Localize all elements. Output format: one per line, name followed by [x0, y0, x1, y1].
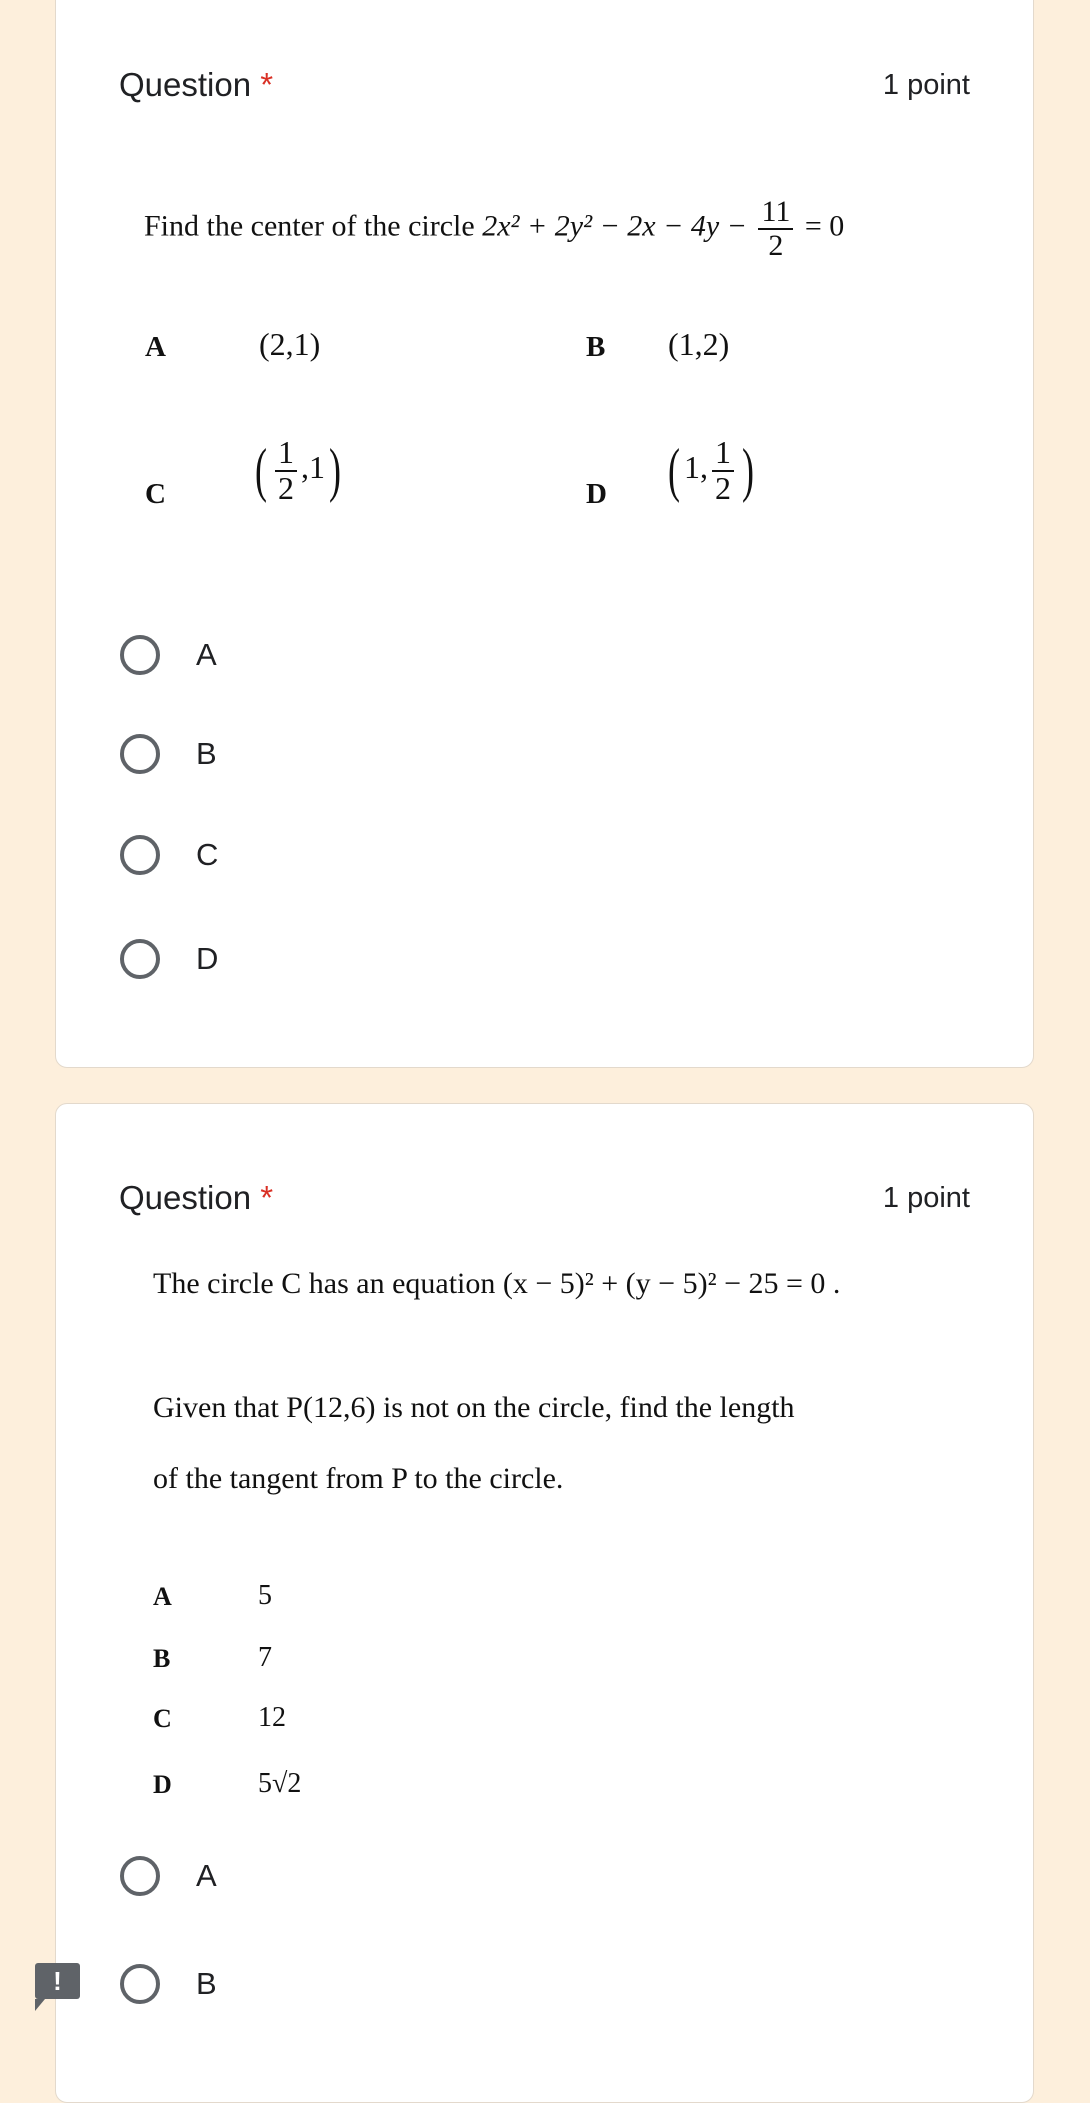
option-value-b: 7 — [258, 1642, 272, 1673]
question-title: Question * — [119, 1179, 274, 1216]
alert-badge-icon[interactable]: ! — [35, 1963, 80, 1999]
option-letter-b: B — [586, 331, 606, 363]
question-text: Find the center of the circle 2x² + 2y² − 2x − 4y − $\frac{11}{2}$ = 0 — [144, 195, 845, 262]
question-card-2 — [55, 1103, 1034, 2103]
radio-circle[interactable] — [120, 1856, 160, 1896]
option-letter-a: A — [145, 331, 166, 363]
option-value-a: 5 — [258, 1580, 272, 1611]
option-value-c: ( $\frac{1}{2}$ ,1) — [254, 434, 341, 506]
required-mark: * — [260, 1179, 274, 1216]
option-value-d: ( 1, $\frac{1}{2}$ ) — [667, 434, 754, 506]
radio-circle[interactable] — [120, 635, 160, 675]
option-letter-c: C — [145, 478, 166, 510]
question-text-line-3: of the tangent from P to the circle. — [153, 1462, 564, 1495]
option-letter-d: D — [153, 1770, 172, 1799]
option-value-b: (1,2) — [668, 326, 730, 362]
fraction: $\frac{11}{2}$ — [758, 196, 793, 261]
radio-circle[interactable] — [120, 734, 160, 774]
option-letter-c: C — [153, 1704, 172, 1733]
option-letter-d: D — [586, 478, 607, 510]
question-points: 1 point — [882, 69, 970, 101]
radio-choice-d[interactable]: D — [120, 939, 218, 979]
radio-choice-b[interactable]: B — [120, 1964, 217, 2004]
question-card-1 — [55, 0, 1034, 1068]
required-mark: * — [260, 66, 274, 103]
question-text-line-2: Given that P(12,6) is not on the circle, find the length — [153, 1391, 795, 1424]
radio-circle[interactable] — [120, 835, 160, 875]
radio-choice-a[interactable]: A — [120, 1856, 217, 1896]
radio-choice-c[interactable]: C — [120, 835, 218, 875]
radio-choice-a[interactable]: A — [120, 635, 217, 675]
radio-choice-b[interactable]: B — [120, 734, 217, 774]
option-value-c: 12 — [258, 1702, 286, 1733]
option-letter-a: A — [153, 1582, 172, 1611]
option-letter-b: B — [153, 1644, 171, 1673]
radio-circle[interactable] — [120, 1964, 160, 2004]
question-title: Question * — [119, 66, 274, 103]
radio-circle[interactable] — [120, 939, 160, 979]
option-value-a: (2,1) — [259, 326, 321, 362]
question-points: 1 point — [882, 1182, 970, 1214]
question-text-line-1: The circle C has an equation (x − 5)² + (y − 5)² − 25 = 0 . — [153, 1267, 841, 1300]
option-value-d: 5√2 — [258, 1768, 302, 1799]
